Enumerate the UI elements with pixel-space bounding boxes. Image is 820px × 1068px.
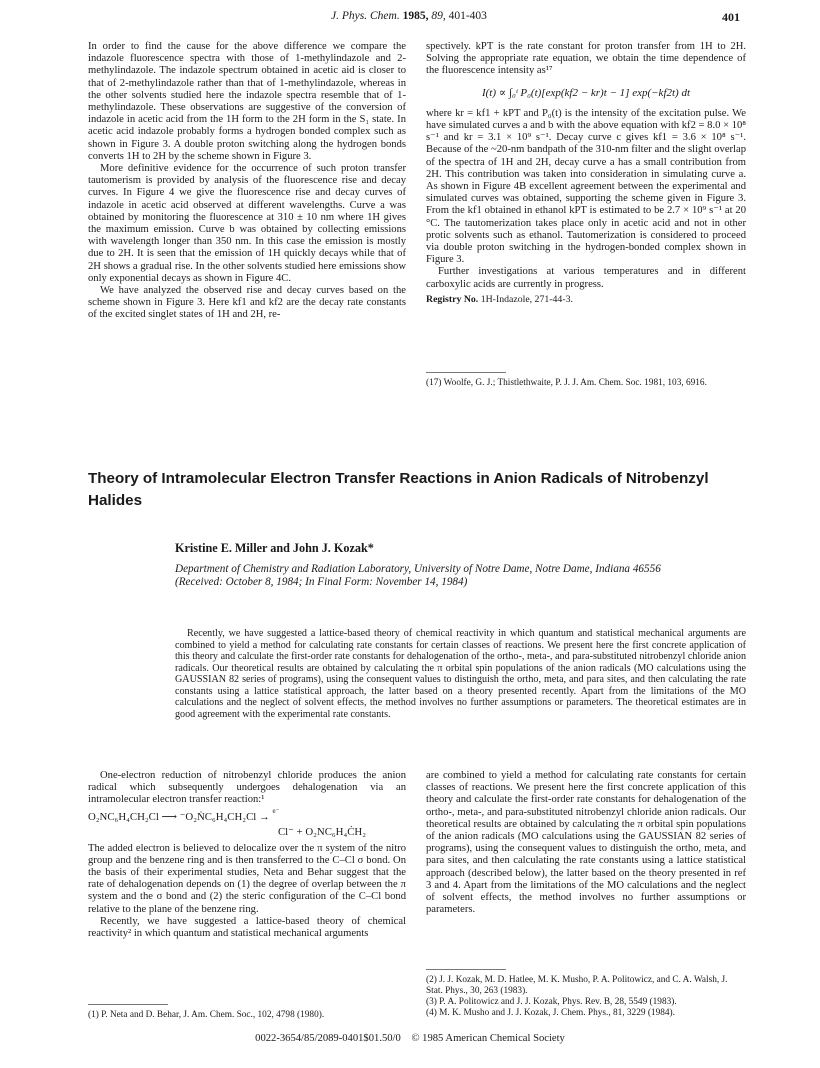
paragraph: In order to find the cause for the above difference we compare the indazole fluorescence spectra with those of 1-methylindazole and 2-methylindazole. The indazole spectrum obtained in acetic aid is closer to that of 2-methylindazole rather than that of 1-methylindazole, whereas in the other solvents studied here the indazole spectra resemble that of 1-methylindazole. These observations are suggestive of the conversion of indazole in acetic acid from the 1H form to the 2H form in the S₁ state. In acetic acid indazole probably forms a hydrogen bonded complex such as shown in Figure 3. A double proton switching along the hydrogen bonds converts 1H to 2H by the scheme shown in Figure 3. <box>88 41 406 162</box>
paragraph: are combined to yield a method for calculating rate constants for certain classes of reactions. We present here the first concrete application of this theory and calculate the first-order rate constants for dehalogenation of the ortho-, meta-, and para-substituted nitrobenzyl chloride anion radicals. Our theoretical results are obtained by calculating the π orbital spin populations of the anion radicals (MO calculations using the GAUSSIAN 82 series of programs), using the consequent values to distinguish the ortho, meta, and para sites, and then calculating the rate constants using a lattice statistical approach (described below), the latter based on the theory presented in ref 3 and 4. Apart from the limitations of the MO calculations and the neglect of solvent effects, the method involves no further assumptions or parameters. <box>426 770 746 916</box>
registry-label: Registry No. <box>426 293 479 305</box>
reference-3: (3) P. A. Politowicz and J. J. Kozak, Phys. Rev. B, 28, 5549 (1983). <box>426 997 677 1007</box>
journal-citation <box>78 10 740 22</box>
journal-year: 1985, <box>402 10 429 22</box>
article-authors: Kristine E. Miller and John J. Kozak* <box>175 541 374 555</box>
reaction-arrow-label: e⁻ <box>272 806 280 815</box>
price-code: 0022-3654/85/2089-0401$01.50/0 <box>255 1033 401 1044</box>
reference-4: (4) M. K. Musho and J. J. Kozak, J. Chem. Phys., 81, 3229 (1984). <box>426 1008 675 1018</box>
top-left-column <box>88 41 406 322</box>
reaction-line-1-text: O₂NC₆H₄CH₂Cl ⟶ ⁻O₂ṄC₆H₄CH₂Cl → <box>88 810 270 823</box>
received-dates: (Received: October 8, 1984; In Final Form: November 14, 1984) <box>175 576 468 588</box>
fluorescence-equation: I(t) ∝ ∫₀ᵗ P₀(t)[exp(kf2 − kr)t − 1] exp(−kf2t) dt <box>481 86 691 99</box>
copyright: © 1985 American Chemical Society <box>411 1033 565 1044</box>
paragraph: Recently, we have suggested a lattice-based theory of chemical reactivity² in which quantum and statistical mechanical arguments <box>88 915 406 940</box>
paragraph: The added electron is believed to delocalize over the π system of the nitro group and the benzene ring and is then transferred to the C–Cl σ bond. On the basis of their experimental studies, Neta and Behar suggest that the rate of dehalogenation depends on (1) the degree of overlap between the π system and the σ bond and (2) the steric configuration of the C–Cl bond relative to the plane of the benzene ring. <box>88 842 406 915</box>
abstract: Recently, we have suggested a lattice-based theory of chemical reactivity in which quantum and statistical mechanical arguments are combined to yield a method for calculating rate constants for certain classes of reactions. We present here the first concrete application of this theory and calculate the first-order rate constants for dehalogenation of the ortho-, meta-, and para-substituted nitrobenzyl chloride anion radicals. Our theoretical results are obtained by calculating the π orbital spin populations of the anion radicals (MO calculations using the GAUSSIAN 82 series of programs), using the consequent values to distinguish the ortho, meta, and para sites, and then calculating the rate constants using a lattice statistical approach, the latter based on a theory presented recently. Apart from the limitations of the MO calculations and the neglect of solvent effects, the method involves no further assumptions or parameters. The theoretical estimates are in good agreement with the experimental rate constants. <box>175 628 746 720</box>
paragraph: More definitive evidence for the occurrence of such proton transfer tautomerism is provided by analysis of the fluorescence rise and decay curves. In Figure 4 we give the fluorescence rise and decay curves of indazole in acetic acid observed at different wavelengths. Curve a was obtained by monitoring the fluorescence at 310 ± 10 nm where 1H gives the maximum emission. Curve b was obtained by collecting emissions with wavelength longer than 350 nm. In this case the emission is mostly due to 2H. It is seen that the emission of 1H quickly decays while that of 2H shows a gradual rise. In the other solvents studied here emissions show only exponential decays as shown in Figure 4C. <box>88 163 406 284</box>
reference-block-bottom <box>426 969 746 1019</box>
reaction-line-1 <box>88 806 280 824</box>
bottom-left-column <box>88 770 406 940</box>
paragraph: Further investigations at various temperatures and in different carboxylic acids are currently in progress. <box>426 266 746 290</box>
paragraph: where kr = kf1 + kPT and P₀(t) is the intensity of the excitation pulse. We have simulated curves a and b with the above equation with kf2 = 8.0 × 10⁸ s⁻¹ and kr = 3.1 × 10⁹ s⁻¹. Decay curve c gives kf1 = 3.6 × 10⁸ s⁻¹. Because of the ~20-nm bandpath of the 310-nm filter and the slight overlap of the spectra of 1H and 2H, decay curve a has a small contribution from 2H. This contribution was taken into consideration in simulating curve a. As shown in Figure 4B excellent agreement between the experimental and simulated curves was obtained, supporting the scheme given in Figure 3. From the kf1 obtained in ethanol kPT is estimated to be 2.7 × 10⁹ s⁻¹ at 20 °C. The tautomerization takes place only in acetic acid and not in other protic solvents such as ethanol. Tautomerization is considered to proceed via double proton switching in the hydrogen-bonded complex shown in Figure 3. <box>426 107 746 266</box>
reference-divider <box>426 372 506 373</box>
reference-17: (17) Woolfe, G. J.; Thistlethwaite, P. J. J. Am. Chem. Soc. 1981, 103, 6916. <box>426 378 707 388</box>
author-affiliation <box>175 563 745 589</box>
paragraph: We have analyzed the observed rise and decay curves based on the scheme shown in Figure 3. Here kf1 and kf2 are the decay rate constants of the excited singlet states of 1H and 2H, re- <box>88 285 406 321</box>
footnote-left <box>88 1004 406 1021</box>
article-title: Theory of Intramolecular Electron Transfer Reactions in Anion Radicals of Nitrobenzyl Halides <box>88 470 709 509</box>
running-head <box>78 10 740 28</box>
top-right-column <box>426 41 746 306</box>
journal-volume: 89, <box>431 10 446 22</box>
reference-divider <box>88 1004 168 1005</box>
paragraph: One-electron reduction of nitrobenzyl chloride produces the anion radical which subsequently undergoes dehalogenation via an intramolecular electron transfer reaction:¹ <box>88 770 406 806</box>
journal-pages: 401-403 <box>448 10 487 22</box>
reference-1: (1) P. Neta and D. Behar, J. Am. Chem. Soc., 102, 4798 (1980). <box>88 1010 325 1020</box>
reference-divider <box>426 969 506 970</box>
page-footer <box>0 1033 820 1044</box>
reference-2: (2) J. J. Kozak, M. D. Hatlee, M. K. Musho, P. A. Politowicz, and C. A. Walsh, J. Stat. Phys., 30, 263 (1983). <box>426 975 728 996</box>
reaction-scheme <box>88 806 406 841</box>
bottom-right-column <box>426 770 746 916</box>
journal-name: J. Phys. Chem. <box>331 10 400 22</box>
page-number: 401 <box>722 10 740 24</box>
reaction-line-2: Cl⁻ + O₂NC₆H₄ĊH₂ <box>277 825 366 838</box>
paragraph: spectively. kPT is the rate constant for proton transfer from 1H to 2H. Solving the appropriate rate equation, we obtain the time dependence of the fluorescence intensity as¹⁷ <box>426 41 746 77</box>
reference-block-top <box>426 372 746 389</box>
affiliation-address: Department of Chemistry and Radiation Laboratory, University of Notre Dame, Notre Dame, Indiana 46556 <box>175 563 661 575</box>
registry-number <box>426 294 746 306</box>
registry-value: 1H-Indazole, 271-44-3. <box>480 293 573 305</box>
